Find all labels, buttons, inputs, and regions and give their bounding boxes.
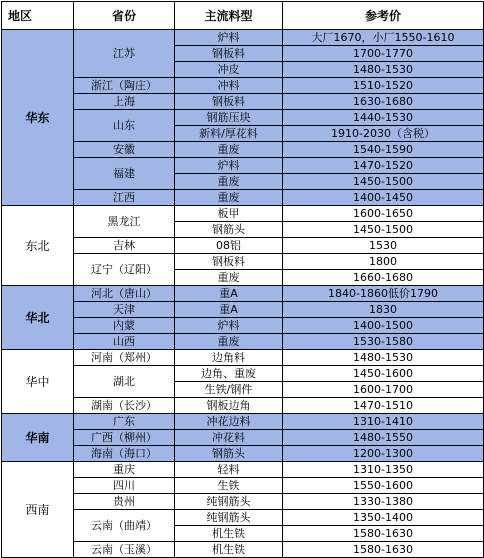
table-row xyxy=(2,142,484,158)
material-cell: 冲皮 xyxy=(175,62,283,78)
material-cell: 钢筋头 xyxy=(175,222,283,238)
header-province: 省份 xyxy=(74,2,175,30)
material-cell: 重A xyxy=(175,286,283,302)
price-cell: 1480-1530 xyxy=(283,350,484,366)
price-cell: 1440-1530 xyxy=(283,110,484,126)
material-cell: 机生铁 xyxy=(175,526,283,542)
province-cell: 黑龙江 xyxy=(74,206,175,238)
price-cell: 1510-1520 xyxy=(283,78,484,94)
material-cell: 新料/厚花料 xyxy=(175,126,283,142)
material-cell: 轻料 xyxy=(175,462,283,478)
table-row xyxy=(2,302,484,318)
material-cell: 钢板边角 xyxy=(175,398,283,414)
price-cell: 1600-1700 xyxy=(283,382,484,398)
price-cell: 大厂1670，小厂1550-1610 xyxy=(283,30,484,46)
material-cell: 炉料 xyxy=(175,30,283,46)
table-row xyxy=(2,110,484,126)
price-cell: 1480-1550 xyxy=(283,430,484,446)
province-cell: 天津 xyxy=(74,302,175,318)
table-row xyxy=(2,446,484,462)
price-cell: 1580-1630 xyxy=(283,526,484,542)
region-cell: 华中 xyxy=(2,350,74,414)
table-row xyxy=(2,478,484,494)
price-cell: 1540-1590 xyxy=(283,142,484,158)
table-row xyxy=(2,462,484,478)
province-cell: 江苏 xyxy=(74,30,175,78)
table-row xyxy=(2,510,484,526)
material-cell: 冲料 xyxy=(175,78,283,94)
price-table xyxy=(1,1,484,558)
table-row xyxy=(2,494,484,510)
region-cell: 华东 xyxy=(2,30,74,206)
table-row xyxy=(2,254,484,270)
table-row xyxy=(2,158,484,174)
material-cell: 钢筋压块 xyxy=(175,110,283,126)
table-row xyxy=(2,78,484,94)
price-cell: 1660-1680 xyxy=(283,270,484,286)
price-cell: 1480-1530 xyxy=(283,62,484,78)
province-cell: 湖北 xyxy=(74,366,175,398)
material-cell: 炉料 xyxy=(175,158,283,174)
price-cell: 1700-1770 xyxy=(283,46,484,62)
price-cell: 1450-1500 xyxy=(283,222,484,238)
price-cell: 1580-1630 xyxy=(283,542,484,558)
province-cell: 河南（郑州） xyxy=(74,350,175,366)
table-row xyxy=(2,190,484,206)
material-cell: 边角、重废 xyxy=(175,366,283,382)
province-cell: 贵州 xyxy=(74,494,175,510)
price-cell: 1910-2030（含税） xyxy=(283,126,484,142)
province-cell: 江西 xyxy=(74,190,175,206)
province-cell: 河北（唐山） xyxy=(74,286,175,302)
header-region: 地区 xyxy=(2,2,74,30)
region-cell: 东北 xyxy=(2,206,74,286)
material-cell: 重废 xyxy=(175,174,283,190)
material-cell: 机生铁 xyxy=(175,542,283,558)
material-cell: 纯钢筋头 xyxy=(175,494,283,510)
price-cell: 1350-1400 xyxy=(283,510,484,526)
material-cell: 钢板料 xyxy=(175,46,283,62)
material-cell: 08铝 xyxy=(175,238,283,254)
material-cell: 板甲 xyxy=(175,206,283,222)
price-cell: 1400-1500 xyxy=(283,318,484,334)
price-cell: 1830 xyxy=(283,302,484,318)
material-cell: 重A xyxy=(175,302,283,318)
province-cell: 辽宁（辽阳） xyxy=(74,254,175,286)
price-cell: 1470-1510 xyxy=(283,398,484,414)
price-cell: 1450-1500 xyxy=(283,174,484,190)
price-cell: 1310-1410 xyxy=(283,414,484,430)
table-body xyxy=(2,30,484,558)
province-cell: 浙江（陶庄） xyxy=(74,78,175,94)
price-cell: 1400-1450 xyxy=(283,190,484,206)
region-cell: 西南 xyxy=(2,462,74,558)
province-cell: 广西（柳州） xyxy=(74,430,175,446)
table-row xyxy=(2,542,484,558)
province-cell: 山西 xyxy=(74,334,175,350)
region-cell: 华南 xyxy=(2,414,74,462)
material-cell: 纯钢筋头 xyxy=(175,510,283,526)
table-row xyxy=(2,398,484,414)
province-cell: 上海 xyxy=(74,94,175,110)
province-cell: 海南（海口） xyxy=(74,446,175,462)
table-row xyxy=(2,414,484,430)
material-cell: 钢板料 xyxy=(175,254,283,270)
table-row xyxy=(2,286,484,302)
price-cell: 1530-1580 xyxy=(283,334,484,350)
table-row xyxy=(2,430,484,446)
province-cell: 内蒙 xyxy=(74,318,175,334)
table-row xyxy=(2,94,484,110)
province-cell: 四川 xyxy=(74,478,175,494)
price-cell: 1800 xyxy=(283,254,484,270)
material-cell: 重废 xyxy=(175,190,283,206)
material-cell: 生铁/钢件 xyxy=(175,382,283,398)
material-cell: 钢板料 xyxy=(175,94,283,110)
province-cell: 云南（玉溪） xyxy=(74,542,175,558)
material-cell: 冲花边料 xyxy=(175,414,283,430)
table-row xyxy=(2,238,484,254)
material-cell: 重废 xyxy=(175,270,283,286)
table-row xyxy=(2,30,484,46)
province-cell: 吉林 xyxy=(74,238,175,254)
price-cell: 1310-1350 xyxy=(283,462,484,478)
material-cell: 炉料 xyxy=(175,318,283,334)
province-cell: 安徽 xyxy=(74,142,175,158)
price-cell: 1530 xyxy=(283,238,484,254)
material-cell: 钢筋头 xyxy=(175,446,283,462)
table-row xyxy=(2,366,484,382)
material-cell: 生铁 xyxy=(175,478,283,494)
province-cell: 云南（曲靖） xyxy=(74,510,175,542)
price-cell: 1200-1300 xyxy=(283,446,484,462)
price-cell: 1470-1520 xyxy=(283,158,484,174)
material-cell: 冲花料 xyxy=(175,430,283,446)
price-cell: 1600-1650 xyxy=(283,206,484,222)
province-cell: 福建 xyxy=(74,158,175,190)
material-cell: 边角料 xyxy=(175,350,283,366)
table-row xyxy=(2,206,484,222)
province-cell: 广东 xyxy=(74,414,175,430)
table-row xyxy=(2,318,484,334)
province-cell: 山东 xyxy=(74,110,175,142)
table-row xyxy=(2,350,484,366)
price-cell: 1840-1860低价1790 xyxy=(283,286,484,302)
header-price: 参考价 xyxy=(283,2,484,30)
price-cell: 1550-1600 xyxy=(283,478,484,494)
material-cell: 重废 xyxy=(175,142,283,158)
material-cell: 重废 xyxy=(175,334,283,350)
province-cell: 湖南（长沙） xyxy=(74,398,175,414)
table-row xyxy=(2,334,484,350)
price-cell: 1330-1380 xyxy=(283,494,484,510)
header-row xyxy=(2,2,484,30)
header-material: 主流料型 xyxy=(175,2,283,30)
price-cell: 1630-1680 xyxy=(283,94,484,110)
region-cell: 华北 xyxy=(2,286,74,350)
province-cell: 重庆 xyxy=(74,462,175,478)
price-cell: 1450-1600 xyxy=(283,366,484,382)
